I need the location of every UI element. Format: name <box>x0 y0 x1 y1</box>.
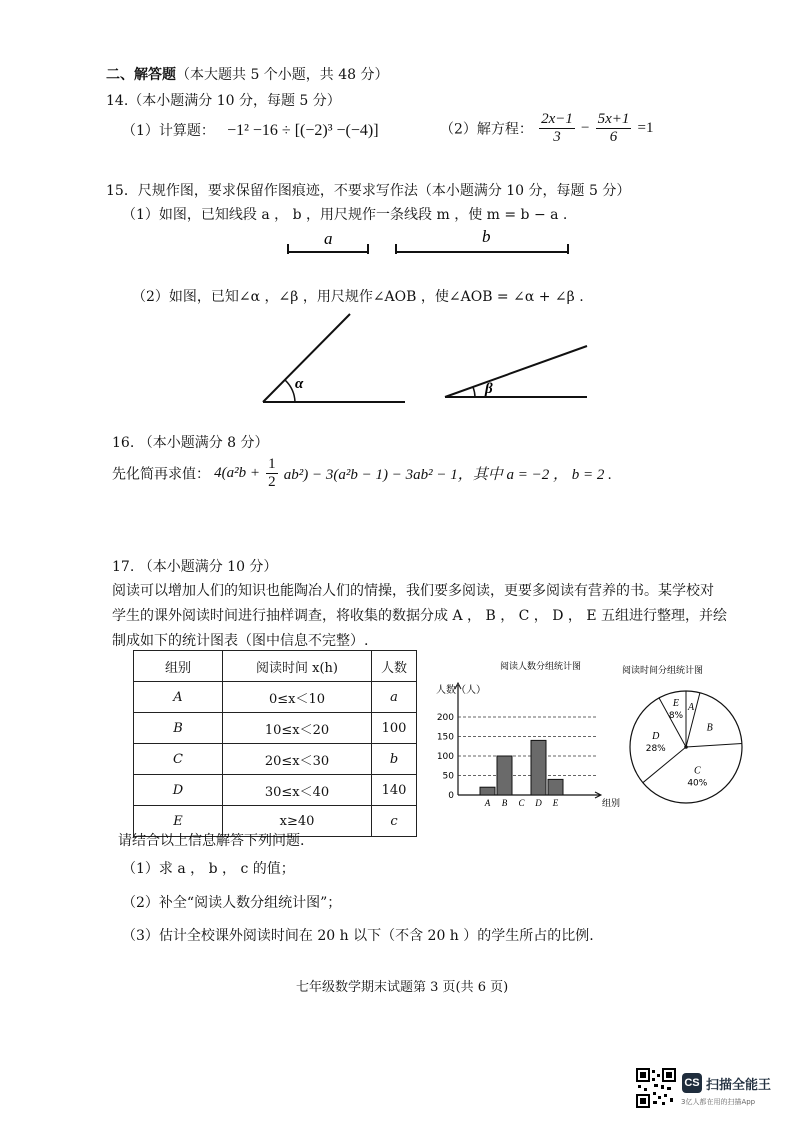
beta-label: β <box>485 381 493 397</box>
q14-part1-expression: −1² −16 ÷ [(−2)³ −(−4)] <box>227 122 379 139</box>
alpha-label: α <box>295 376 304 392</box>
table-cell: E <box>134 806 223 837</box>
q16-lead: 先化简再求值： <box>112 466 210 483</box>
bar-chart-y-tick-label: 0 <box>448 791 454 801</box>
q15-segments-figure <box>280 222 580 262</box>
q16-head: 16. （本小题满分 8 分） <box>112 435 269 451</box>
table-cell: 20≤x＜30 <box>223 744 372 775</box>
q15-part1: （1）如图，已知线段 a ， b ，用尺规作一条线段 m ，使 m = b − a . <box>122 207 568 223</box>
bar-chart-y-tick-label: 200 <box>436 713 454 723</box>
table-cell: b <box>372 744 417 775</box>
bar-chart-y-tick-label: 150 <box>436 732 454 743</box>
bar-chart-x-tick-label: A <box>484 798 491 808</box>
table-row <box>134 713 417 744</box>
bar-chart-ylabel: 人数（人） <box>436 685 486 696</box>
q14-part2-label: （2）解方程： <box>440 121 533 138</box>
table-cell: 140 <box>372 775 417 806</box>
q16-half-denominator: 2 <box>268 474 276 490</box>
pie-slice-label: A <box>687 701 695 713</box>
q14-minus: − <box>580 120 590 136</box>
q14-head: 14.（本小题满分 10 分，每题 5 分） <box>106 93 341 109</box>
page-footer: 七年级数学期末试题第 3 页(共 6 页) <box>296 980 509 995</box>
pie-center-dot <box>684 745 688 749</box>
bar-chart-y-tick-label: 100 <box>436 752 454 762</box>
q15-part2: （2）如图，已知∠α ，∠β ，用尺规作∠AOB ，使∠AOB = ∠α + ∠β . <box>132 289 584 305</box>
angle-alpha <box>263 314 405 402</box>
bar-chart-xlabel: 组别 <box>602 799 621 809</box>
table-row <box>134 744 417 775</box>
table-cell: c <box>372 806 417 837</box>
q17-intro-line2: 学生的课外阅读时间进行抽样调查，将收集的数据分成 A ， B ， C ， D ， E 五组进行整理，并绘 <box>112 608 728 624</box>
q17-intro-line1: 阅读可以增加人们的知识也能陶冶人们的情操，我们要多阅读，更要多阅读有营养的书。某学校对 <box>112 583 714 599</box>
q16-half-numerator: 1 <box>268 456 276 472</box>
camscanner-logo-icon: CS <box>682 1073 702 1093</box>
table-cell: B <box>134 713 223 744</box>
table-header-cell: 组别 <box>134 651 223 682</box>
q17-after: 请结合以上信息解答下列问题. <box>118 833 305 849</box>
q14-fraction-1 <box>539 111 575 146</box>
q17-intro-line3: 制成如下的统计图表（图中信息不完整）. <box>112 633 369 649</box>
table-cell: x≥40 <box>223 806 372 837</box>
section-note: （本大题共 5 个小题，共 48 分） <box>176 67 389 83</box>
section-title-text: 二、解答题 <box>106 67 176 83</box>
table-cell: 0≤x＜10 <box>223 682 372 713</box>
qr-code-icon <box>636 1068 676 1108</box>
table-cell: 10≤x＜20 <box>223 713 372 744</box>
bar-chart-x-tick-label: B <box>501 798 508 808</box>
q14-part1-label: （1）计算题： <box>122 123 215 139</box>
table-cell: C <box>134 744 223 775</box>
q14-fraction-2-numerator: 5x+1 <box>597 111 630 127</box>
table-cell: D <box>134 775 223 806</box>
q16-expression-part1: 4(a²b + <box>214 465 261 481</box>
segment-b-label: b <box>482 227 491 246</box>
q17-sub1: （1）求 a ， b ， c 的值； <box>122 861 295 877</box>
q14-equals: =1 <box>637 120 654 136</box>
q15-head: 15．尺规作图，要求保留作图痕迹，不要求写作法（本小题满分 10 分，每题 5 分） <box>106 183 631 199</box>
angle-beta <box>445 346 587 397</box>
bar-e <box>548 779 563 795</box>
table-cell: a <box>372 682 417 713</box>
q14-fraction-2-denominator: 6 <box>609 129 618 145</box>
q14-fraction-1-numerator: 2x−1 <box>541 111 573 127</box>
q16-half-fraction <box>266 456 278 491</box>
q14-part2 <box>440 111 653 146</box>
segment-a-label: a <box>324 229 333 248</box>
pie-slice-label: C <box>694 765 701 777</box>
q15-angles-figure <box>255 310 615 410</box>
q17-head: 17. （本小题满分 10 分） <box>112 559 278 575</box>
bar-chart-x-tick-label: D <box>535 798 542 808</box>
pie-slice-value-label: 28% <box>645 744 666 755</box>
q17-sub2: （2）补全“阅读人数分组统计图”； <box>122 895 342 911</box>
bar-d <box>531 740 546 795</box>
pie-slice-label: B <box>706 722 713 734</box>
bar-chart-title: 阅读人数分组统计图 <box>500 662 582 672</box>
q14-fraction-2 <box>596 111 632 146</box>
pie-chart-title: 阅读时间分组统计图 <box>622 666 704 676</box>
reading-time-table <box>133 650 417 837</box>
q14-part1 <box>122 120 379 140</box>
table-header-row <box>134 651 417 682</box>
bar-chart-x-tick-label: E <box>552 798 559 808</box>
q16-body <box>112 456 612 491</box>
q17-sub3: （3）估计全校课外阅读时间在 20 h 以下（不含 20 h ）的学生所占的比例. <box>122 928 594 944</box>
pie-slice-label: D <box>652 731 660 743</box>
scanner-app-tagline: 3亿人都在用的扫描App <box>681 1098 756 1106</box>
table-header-cell: 人数 <box>372 651 417 682</box>
pie-slice-value-label: 8% <box>668 710 684 721</box>
q14-fraction-1-denominator: 3 <box>553 129 561 145</box>
section-title <box>106 64 389 84</box>
pie-slice-label: E <box>672 697 680 709</box>
table-cell: A <box>134 682 223 713</box>
bar-chart-x-tick-label: C <box>518 798 525 808</box>
pie-slice-value-label: 40% <box>687 778 708 789</box>
bar-b <box>497 756 512 795</box>
bar-chart <box>430 655 630 815</box>
table-cell: 30≤x＜40 <box>223 775 372 806</box>
table-header-cell: 阅读时间 x(h) <box>223 651 372 682</box>
pie-chart <box>618 655 748 815</box>
bar-chart-y-tick-label: 50 <box>442 771 454 782</box>
bar-a <box>480 787 495 795</box>
table-cell: 100 <box>372 713 417 744</box>
table-row <box>134 775 417 806</box>
q16-expression-part2: ab²) − 3(a²b − 1) − 3ab² − 1，其中 a = −2 ， b = 2 . <box>283 467 612 483</box>
scanner-app-name: 扫描全能王 <box>706 1078 772 1093</box>
table-row <box>134 682 417 713</box>
